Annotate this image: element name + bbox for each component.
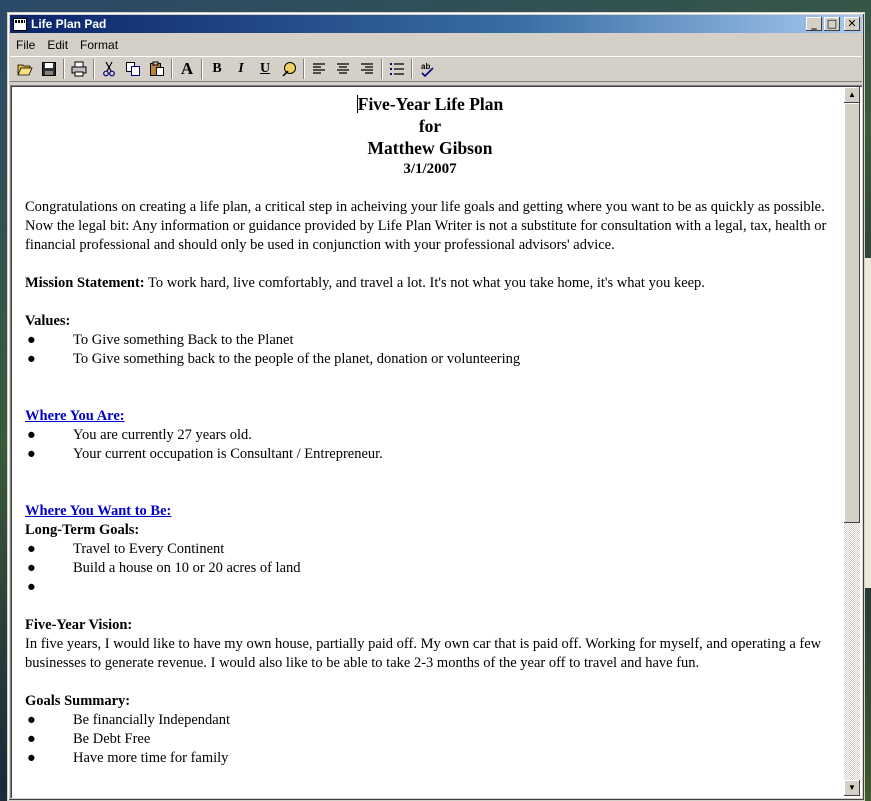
save-disk-icon[interactable] (37, 58, 61, 80)
list-item (25, 426, 835, 445)
doc-name: Matthew Gibson (367, 138, 493, 158)
toolbar-separator (303, 59, 305, 79)
mission-label: Mission Statement: (25, 275, 145, 291)
svg-text:ab: ab (421, 62, 431, 71)
vision-paragraph: In five years, I would like to have my own house, partially paid off. My own car that is paid off. Working for myself, and operating a few businesses to generate revenue. I would also like to be able to take 2-3 months of the year off to travel and have fun. (25, 636, 822, 671)
toolbar-separator (381, 59, 383, 79)
bullet-list-icon[interactable] (385, 58, 409, 80)
list-item (25, 730, 835, 749)
where-you-want-link[interactable]: Where You Want to Be: (25, 503, 172, 519)
doc-date: 3/1/2007 (403, 161, 457, 177)
list-item (25, 331, 835, 350)
menu-file[interactable]: File (16, 37, 36, 52)
list-item-text: Your current occupation is Consultant / Entrepreneur. (73, 446, 383, 462)
list-item (25, 540, 835, 559)
doc-title: Five-Year Life Plan (357, 94, 504, 114)
close-button[interactable]: ✕ (844, 17, 860, 31)
list-item-text: Be Debt Free (73, 731, 151, 747)
list-item (25, 578, 835, 597)
open-folder-icon[interactable] (13, 58, 37, 80)
align-right-icon[interactable] (355, 58, 379, 80)
scroll-down-arrow-icon[interactable]: ▼ (844, 780, 860, 796)
doc-for: for (418, 116, 442, 136)
intro-paragraph: Congratulations on creating a life plan, a critical step in acheiving your life goals and getting where you want to be as quickly as possible. Now the legal bit: Any information or guidance provided by Life Plan Writer is not a substitute for consultation with a legal, tax, health or financial professional and should only be used in conjunction with your professional advisors' advice. (25, 199, 827, 253)
menu-bar (10, 35, 862, 54)
align-left-icon[interactable] (307, 58, 331, 80)
toolbar (10, 56, 862, 82)
bullet-icon: ● (27, 560, 36, 576)
bullet-icon: ● (27, 731, 36, 747)
toolbar-separator (171, 59, 173, 79)
bold-icon[interactable]: B (212, 61, 222, 76)
bullet-icon: ● (27, 427, 36, 443)
minimize-button[interactable]: _ (806, 17, 822, 31)
printer-icon[interactable] (67, 58, 91, 80)
paste-icon[interactable] (145, 58, 169, 80)
list-item-text: Have more time for family (73, 750, 229, 766)
document-content[interactable] (25, 93, 835, 768)
list-item (25, 559, 835, 578)
spell-check-icon[interactable] (415, 58, 439, 80)
font-icon[interactable]: A (180, 59, 194, 78)
scrollbar-thumb[interactable] (844, 103, 860, 523)
list-item-text: Travel to Every Continent (73, 541, 225, 557)
scissors-icon[interactable] (97, 58, 121, 80)
italic-icon[interactable]: I (238, 61, 244, 76)
list-item-text: To Give something Back to the Planet (73, 332, 294, 348)
highlight-color-icon[interactable] (277, 58, 301, 80)
bullet-icon: ● (27, 579, 36, 595)
list-item-text: You are currently 27 years old. (73, 427, 252, 443)
vertical-scrollbar[interactable] (844, 87, 860, 796)
bullet-icon: ● (27, 446, 36, 462)
menu-edit[interactable]: Edit (47, 37, 69, 52)
toolbar-separator (63, 59, 65, 79)
list-item-text: Be financially Independant (73, 712, 231, 728)
toolbar-separator (411, 59, 413, 79)
list-item-text: Build a house on 10 or 20 acres of land (73, 560, 301, 576)
mission-statement (25, 274, 835, 293)
notepad-icon (13, 18, 27, 31)
long-term-heading: Long-Term Goals: (25, 522, 140, 538)
list-item (25, 749, 835, 768)
maximize-button[interactable]: □ (824, 17, 840, 31)
mission-text: To work hard, live comfortably, and travel a lot. It's not what you take home, it's what you keep. (144, 275, 705, 291)
title-bar[interactable] (10, 15, 862, 33)
values-heading: Values: (25, 313, 71, 329)
list-item (25, 711, 835, 730)
vision-heading: Five-Year Vision: (25, 617, 133, 633)
list-item (25, 445, 835, 464)
where-you-are-link[interactable]: Where You Are: (25, 408, 125, 424)
document-editor[interactable] (10, 85, 862, 798)
bullet-icon: ● (27, 750, 36, 766)
align-center-icon[interactable] (331, 58, 355, 80)
bullet-icon: ● (27, 541, 36, 557)
toolbar-separator (201, 59, 203, 79)
app-window (7, 12, 865, 801)
scroll-up-arrow-icon[interactable]: ▲ (844, 87, 860, 103)
window-title: Life Plan Pad (31, 17, 107, 31)
bullet-icon: ● (27, 351, 36, 367)
toolbar-separator (93, 59, 95, 79)
summary-heading: Goals Summary: (25, 693, 131, 709)
doc-title-line (25, 93, 835, 115)
bullet-icon: ● (27, 712, 36, 728)
list-item (25, 350, 835, 369)
copy-icon[interactable] (121, 58, 145, 80)
underline-icon[interactable]: U (259, 61, 271, 76)
bullet-icon: ● (27, 332, 36, 348)
menu-format[interactable]: Format (80, 37, 119, 52)
list-item-text: To Give something back to the people of the planet, donation or volunteering (73, 351, 521, 367)
